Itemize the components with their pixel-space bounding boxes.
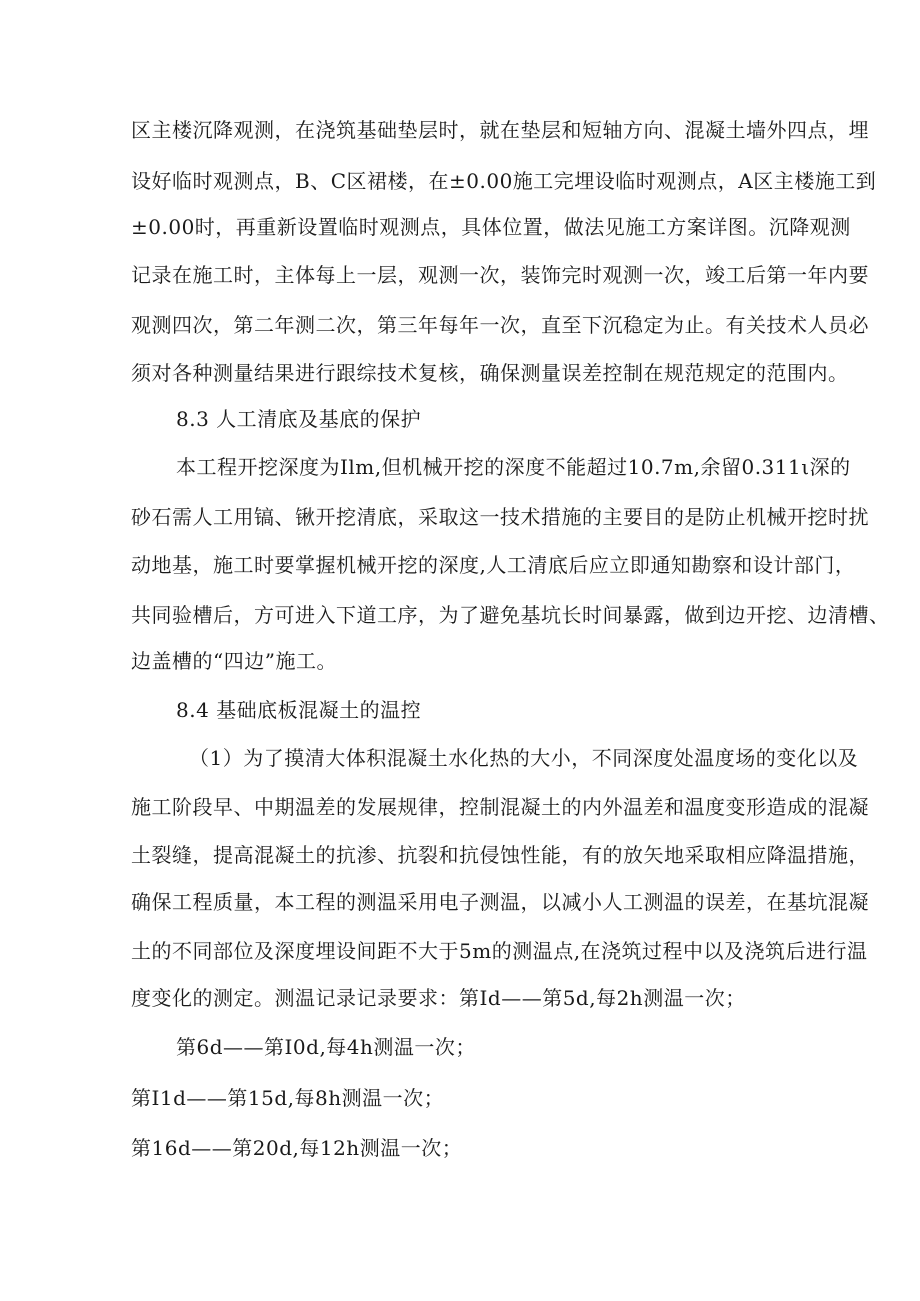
section-8-4-line-6: 度变化的测定。测温记录记录要求：第Id——第5d,每2h测温一次；	[131, 986, 746, 1010]
section-8-4-line-5: 土的不同部位及深度埋设间距不大于5m的测温点,在浇筑过程中以及浇筑后进行温	[131, 939, 868, 963]
section-8-3-line-4: 共同验槽后，方可进入下道工序，为了避免基坑长时间暴露，做到边开挖、边清槽、	[131, 603, 890, 627]
section-8-3-line-2: 砂石需人工用镐、锹开挖清底，采取这一技术措施的主要目的是防止机械开挖时扰	[131, 505, 869, 529]
paragraph-1-line-6: 须对各种测量结果进行跟综技术复核，确保测量误差控制在规范规定的范围内。	[131, 361, 849, 385]
section-8-4-line-1: （1）为了摸清大体积混凝土水化热的大小，不同深度处温度场的变化以及	[189, 746, 859, 770]
section-8-4-heading: 8.4 基础底板混凝土的温控	[176, 698, 422, 722]
paragraph-1-line-3: ±0.00时，再重新设置临时观测点，具体位置，做法见施工方案详图。沉降观测	[131, 215, 851, 239]
paragraph-1-line-5: 观测四次，第二年测二次，第三年每年一次，直至下沉稳定为止。有关技术人员必	[131, 313, 869, 337]
section-8-3-line-1: 本工程开挖深度为Ilm,但机械开挖的深度不能超过10.7m,余留0.311ι深的	[176, 455, 851, 479]
section-8-3-heading: 8.3 人工清底及基底的保护	[176, 407, 422, 431]
paragraph-1-line-4: 记录在施工时，主体每上一层，观测一次，装饰完时观测一次，竣工后第一年内要	[131, 263, 869, 287]
section-8-3-line-3: 动地基，施工时要掌握机械开挖的深度,人工清底后应立即通知勘察和设计部门，	[131, 553, 856, 577]
temp-schedule-item-2: 第I1d——第15d,每8h测温一次；	[131, 1086, 445, 1110]
section-8-3-line-5: 边盖槽的“四边”施工。	[131, 649, 337, 673]
temp-schedule-item-1: 第6d——第I0d,每4h测温一次；	[176, 1035, 476, 1059]
section-8-4-line-2: 施工阶段早、中期温差的发展规律，控制混凝土的内外温差和温度变形造成的混凝	[131, 795, 869, 819]
section-8-4-line-3: 土裂缝，提高混凝土的抗渗、抗裂和抗侵蚀性能，有的放矢地采取相应降温措施，	[131, 843, 869, 867]
paragraph-1-line-2: 设好临时观测点，B、C区裙楼，在±0.00施工完埋设临时观测点，A区主楼施工到	[131, 169, 877, 193]
section-8-4-line-4: 确保工程质量，本工程的测温采用电子测温，以减小人工测温的误差，在基坑混凝	[131, 890, 869, 914]
temp-schedule-item-3: 第16d——第20d,每12h测温一次；	[131, 1136, 463, 1160]
paragraph-1-line-1: 区主楼沉降观测，在浇筑基础垫层时，就在垫层和短轴方向、混凝土墙外四点，埋	[131, 118, 869, 142]
